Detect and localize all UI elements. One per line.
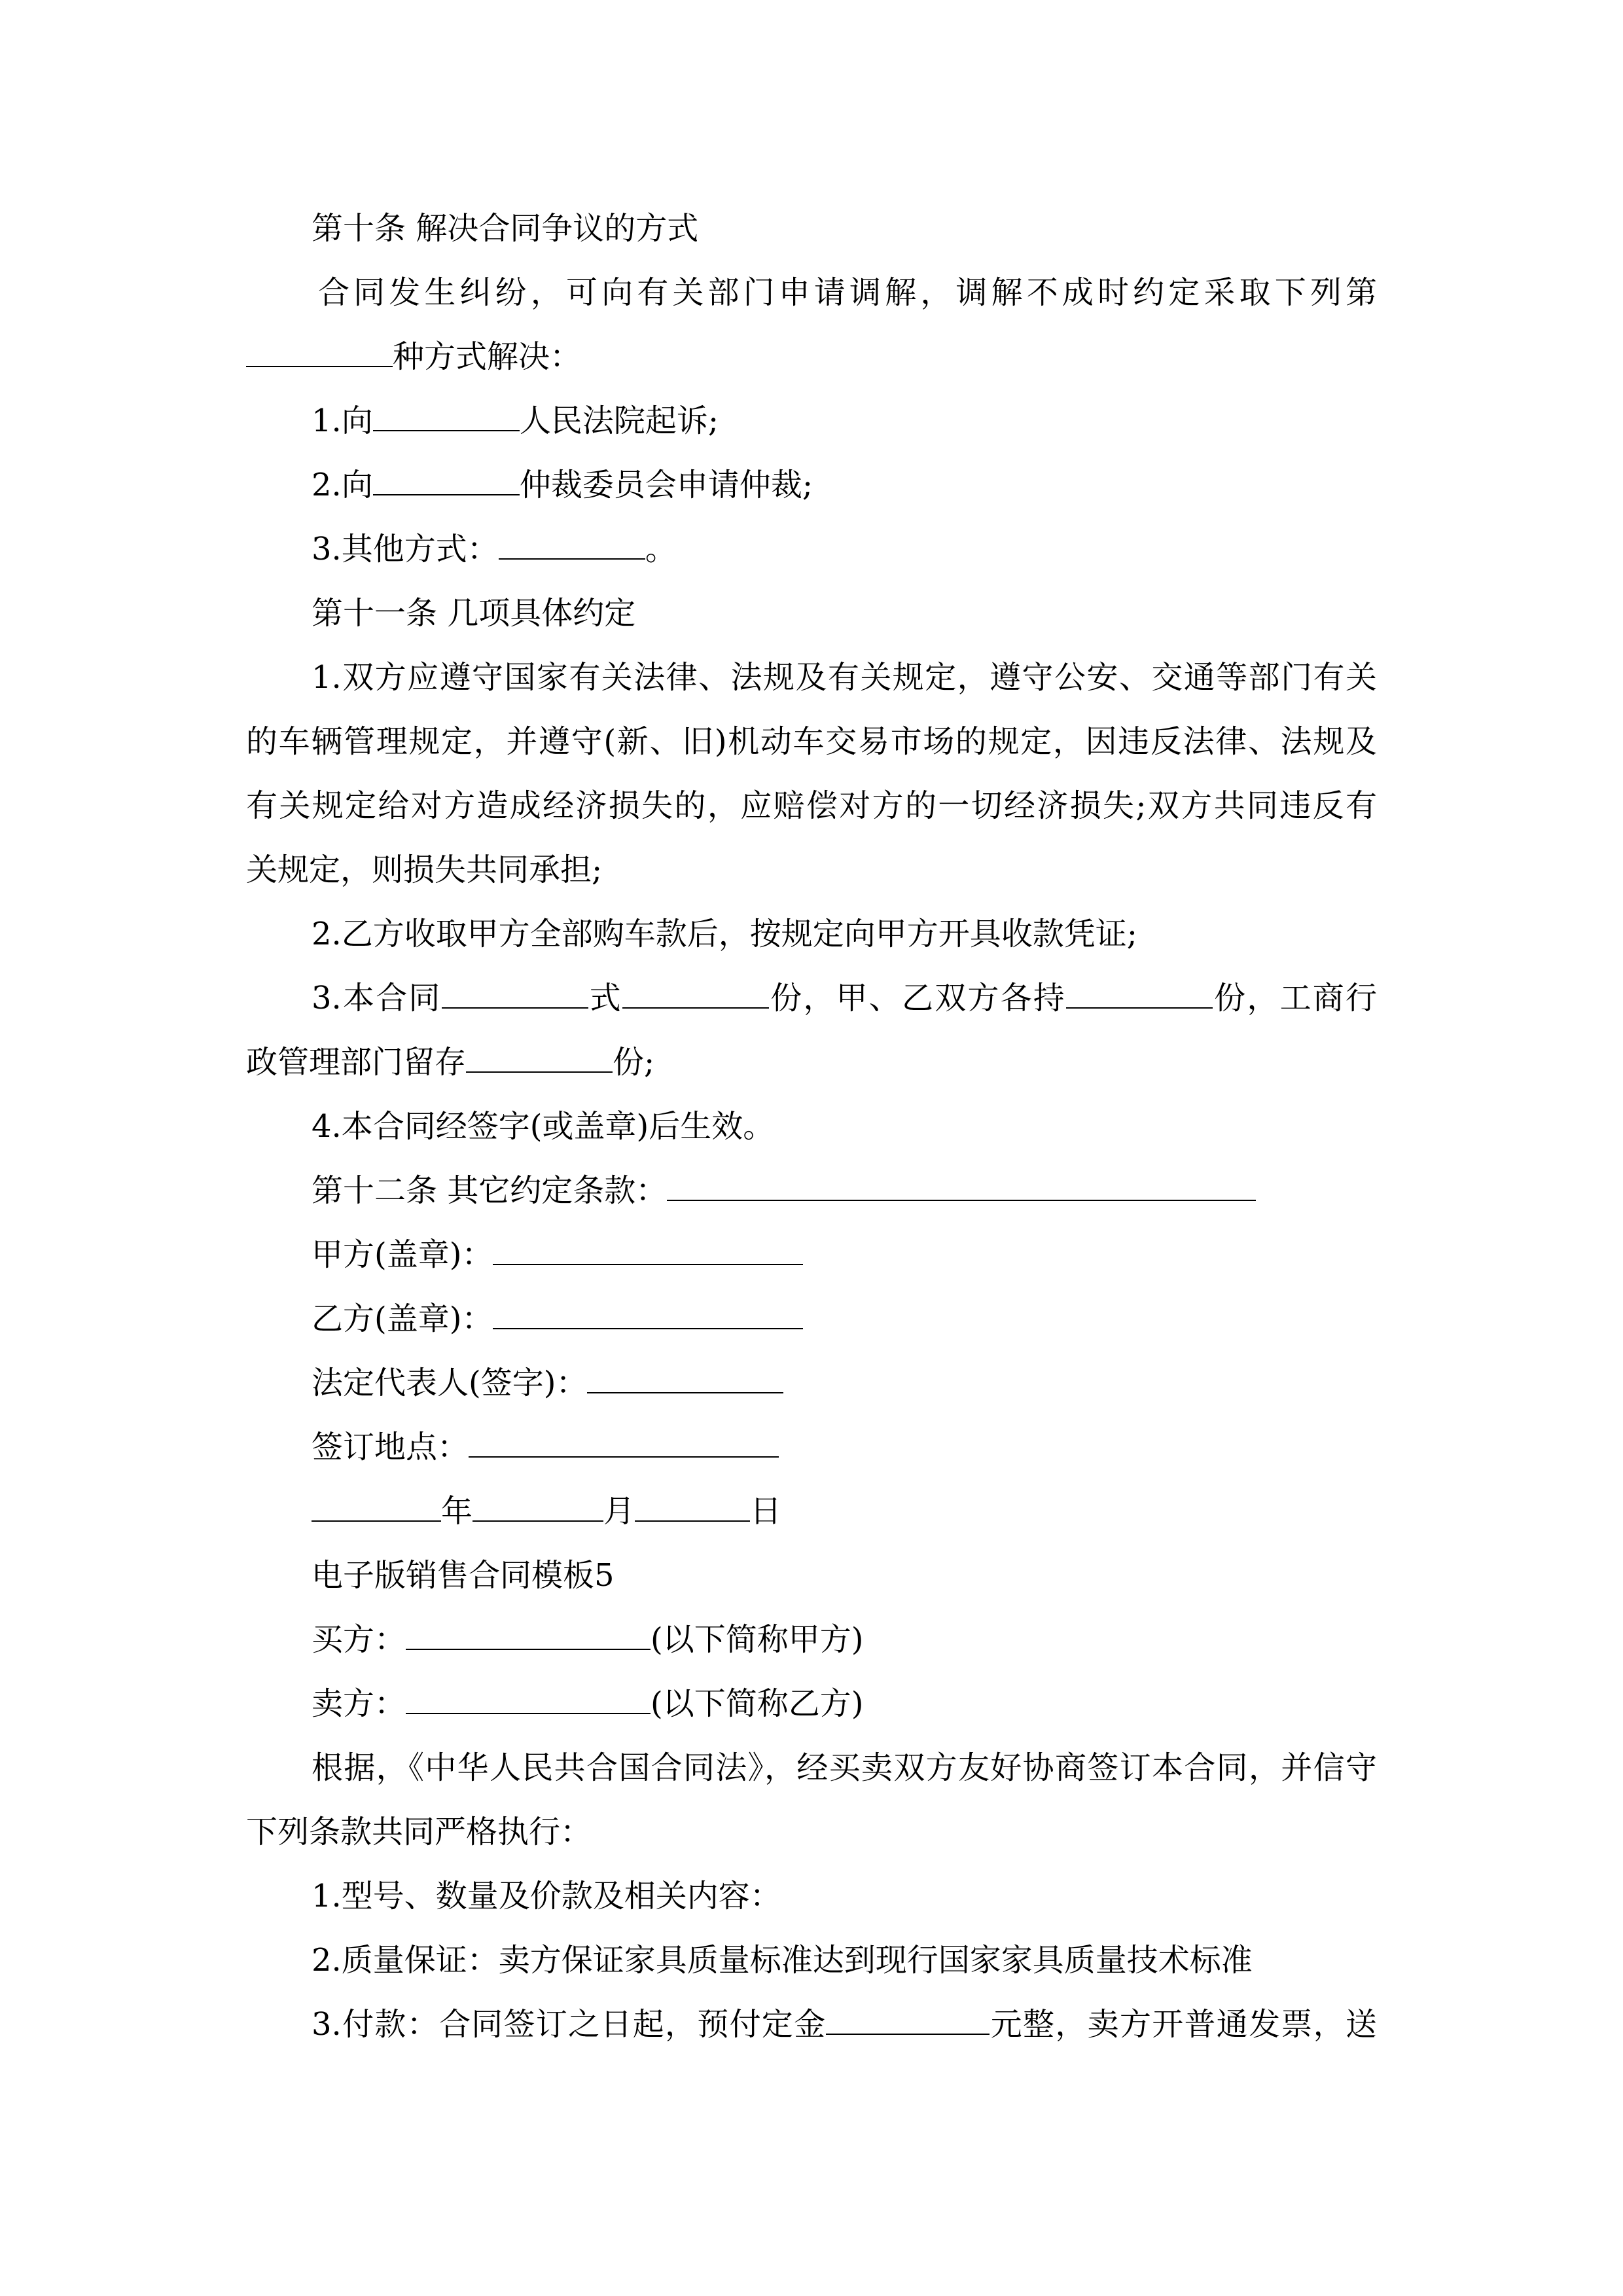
template-5-title: 电子版销售合同模板5 xyxy=(312,1557,615,1594)
buyer-line: 买方： (以下简称甲方) xyxy=(312,1607,863,1672)
article-11-para3-line1: 3.本合同 式 份，甲、乙双方各持 份，工商行 xyxy=(246,966,1377,1030)
article-11-para4: 4.本合同经签字(或盖章)后生效。 xyxy=(312,1108,775,1145)
seller-line: 卖方： (以下简称乙方) xyxy=(312,1672,863,1736)
clause-3: 3.付款：合同签订之日起，预付定金 元整，卖方开普通发票，送 xyxy=(246,1992,1377,2056)
article-10-item-2: 2.向 仲裁委员会申请仲裁; xyxy=(312,453,813,517)
blank-line[interactable] xyxy=(826,1994,990,2035)
article-12-heading: 第十二条 其它约定条款： xyxy=(312,1158,1256,1223)
article-10-paragraph-line2: 种方式解决： xyxy=(246,325,581,389)
legal-representative: 法定代表人(签字)： xyxy=(312,1351,783,1415)
blank-line[interactable] xyxy=(469,1417,779,1458)
clause-1: 1.型号、数量及价款及相关内容： xyxy=(312,1878,781,1914)
blank-line[interactable] xyxy=(406,1609,651,1650)
signing-date: 年 月 日 xyxy=(312,1479,781,1543)
article-11-heading: 第十一条 几项具体约定 xyxy=(312,595,636,632)
blank-line[interactable] xyxy=(466,1032,613,1073)
article-11-para2: 2.乙方收取甲方全部购车款后，按规定向甲方开具收款凭证; xyxy=(312,916,1137,952)
party-b-seal: 乙方(盖章)： xyxy=(312,1287,803,1351)
blank-line[interactable] xyxy=(246,327,393,367)
intro-line2: 下列条款共同严格执行： xyxy=(246,1814,592,1850)
article-10-item-3: 3.其他方式： 。 xyxy=(312,517,677,581)
blank-line[interactable] xyxy=(635,1481,750,1522)
blank-line[interactable] xyxy=(493,1225,803,1265)
signing-place: 签订地点： xyxy=(312,1415,779,1479)
blank-line[interactable] xyxy=(373,455,520,495)
blank-line[interactable] xyxy=(473,1481,603,1522)
party-a-seal: 甲方(盖章)： xyxy=(312,1223,803,1287)
blank-line[interactable] xyxy=(406,1674,651,1714)
article-11-para1-line2: 的车辆管理规定，并遵守(新、旧)机动车交易市场的规定，因违反法律、法规及 xyxy=(246,723,1377,760)
article-11-para1-line4: 关规定，则损失共同承担; xyxy=(246,852,603,888)
blank-line[interactable] xyxy=(499,519,645,560)
blank-line[interactable] xyxy=(493,1289,803,1329)
blank-line[interactable] xyxy=(587,1353,783,1393)
article-11-para1-line1: 1.双方应遵守国家有关法律、法规及有关规定，遵守公安、交通等部门有关 xyxy=(312,659,1377,696)
intro-line1: 根据，《中华人民共合国合同法》，经买卖双方友好协商签订本合同，并信守 xyxy=(312,1749,1377,1786)
blank-line[interactable] xyxy=(442,968,588,1009)
blank-line[interactable] xyxy=(312,1481,441,1522)
article-11-para1-line3: 有关规定给对方造成经济损失的，应赔偿对方的一切经济损失;双方共同违反有 xyxy=(246,787,1377,824)
article-10-paragraph-line1: 合同发生纠纷，可向有关部门申请调解，调解不成时约定采取下列第 xyxy=(318,274,1377,311)
blank-line[interactable] xyxy=(1066,968,1213,1009)
article-10-heading: 第十条 解决合同争议的方式 xyxy=(312,210,699,247)
clause-2: 2.质量保证：卖方保证家具质量标准达到现行国家家具质量技术标准 xyxy=(312,1942,1253,1979)
article-10-item-1: 1.向 人民法院起诉; xyxy=(312,389,719,453)
blank-line[interactable] xyxy=(667,1160,1256,1201)
blank-line[interactable] xyxy=(622,968,769,1009)
blank-line[interactable] xyxy=(373,391,520,431)
article-11-para3-line2: 政管理部门留存 份; xyxy=(246,1030,654,1094)
